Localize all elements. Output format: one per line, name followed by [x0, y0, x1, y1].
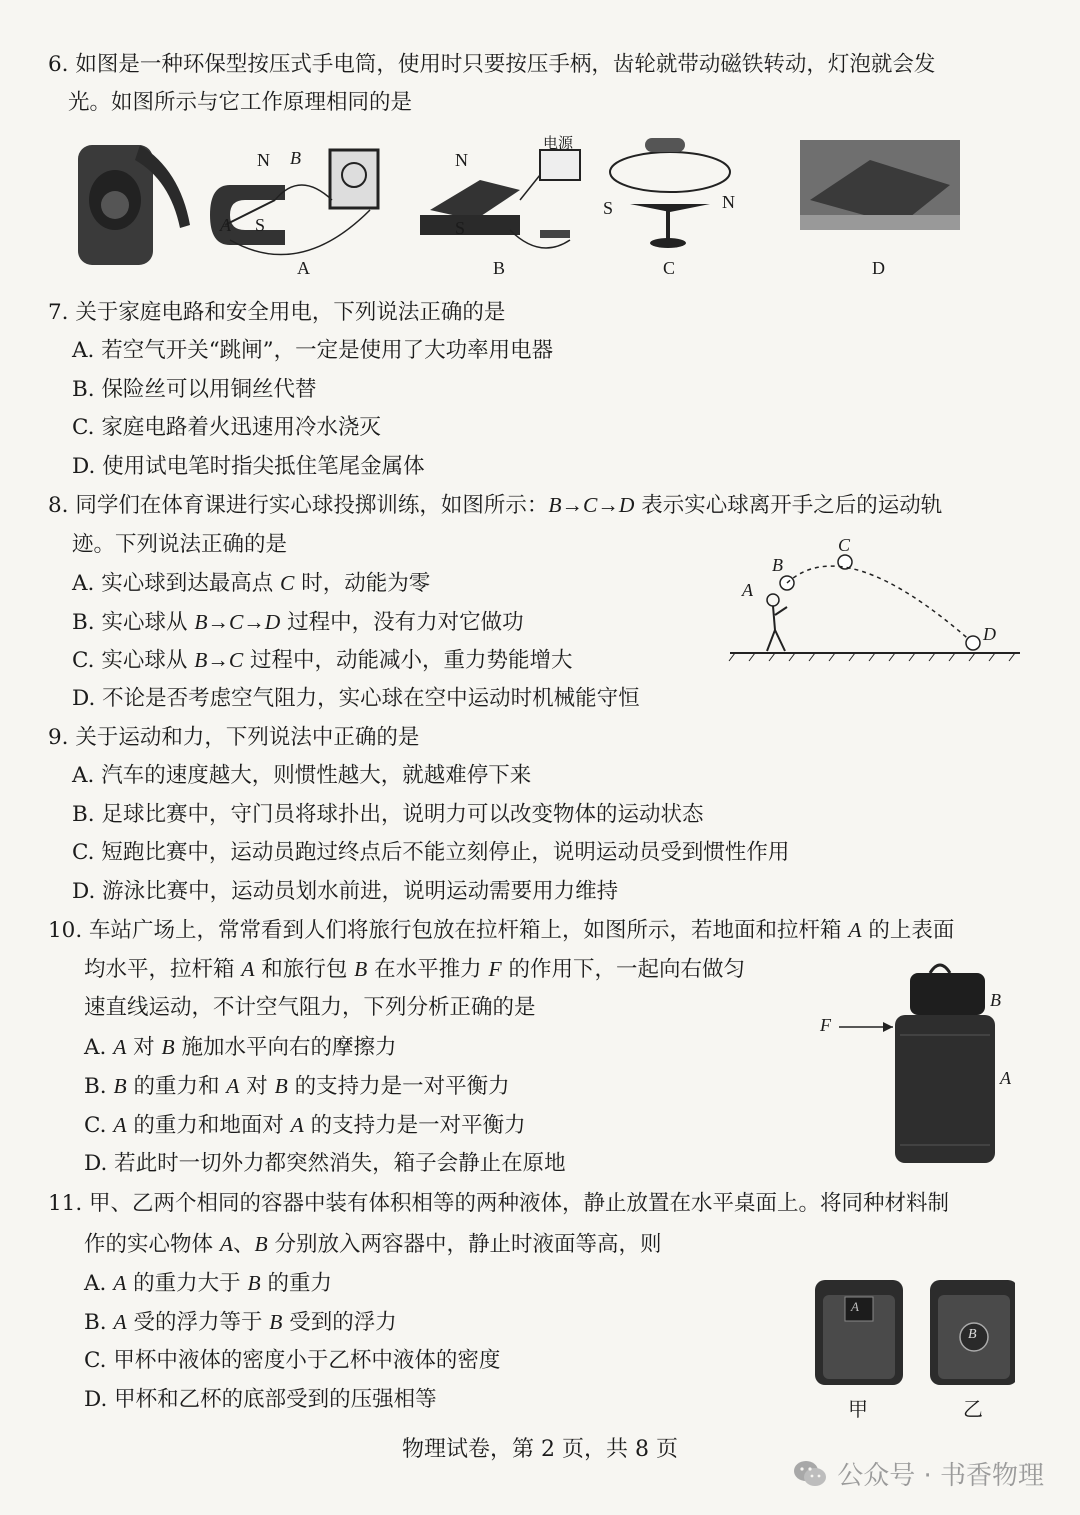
q11-containers-figure — [805, 1275, 1015, 1390]
q11-fig-yi-label: 乙 — [963, 1397, 983, 1421]
q11-fig-b-label: B — [968, 1327, 977, 1342]
fig-d-label: D — [872, 258, 885, 278]
q10-fig-f-label: F — [820, 1015, 831, 1035]
q6-stem-line-2: 光。如图所示与它工作原理相同的是 — [68, 90, 413, 115]
fig-c-label: C — [663, 258, 676, 278]
wechat-icon — [793, 1459, 827, 1489]
q8-option-d: D. 不论是否考虑空气阻力，实心球在空中运动时机械能守恒 — [72, 686, 640, 711]
q9-option-b: B. 足球比赛中，守门员将球扑出，说明力可以改变物体的运动状态 — [72, 802, 704, 827]
q9-option-c: C. 短跑比赛中，运动员跑过终点后不能立刻停止，说明运动员受到惯性作用 — [72, 840, 790, 865]
q8-option-b: B. 实心球从 B→C→D 过程中，没有力对它做功 — [72, 610, 524, 635]
watermark — [793, 1455, 1044, 1492]
q9-option-a: A. 汽车的速度越大，则惯性越大，就越难停下来 — [72, 763, 532, 788]
q10-option-b: B. B 的重力和 A 对 B 的支持力是一对平衡力 — [84, 1074, 510, 1099]
q11-stem-line-1: 11. 甲、乙两个相同的容器中装有体积相等的两种液体，静止放置在水平桌面上。将同种材料制 — [48, 1191, 950, 1216]
fig-a-label: A — [297, 258, 310, 278]
q10-stem-line-3: 速直线运动，不计空气阻力，下列分析正确的是 — [84, 995, 536, 1020]
q10-luggage-figure — [815, 955, 1025, 1170]
q6-figures — [70, 130, 970, 290]
q10-fig-b-label: B — [990, 990, 1001, 1010]
fig-b-label: B — [493, 258, 506, 278]
q8-stem-line-1: 8. 同学们在体育课进行实心球投掷训练，如图所示：B→C→D 表示实心球离开手之后的运动轨 — [48, 493, 943, 518]
q8-fig-d-label: D — [983, 624, 996, 644]
q8-option-c: C. 实心球从 B→C 过程中，动能减小，重力势能增大 — [72, 648, 573, 673]
fig-a-n-label: N — [257, 150, 270, 170]
q8-option-a: A. 实心球到达最高点 C 时，动能为零 — [72, 571, 431, 596]
fig-c-compass-diagram — [610, 138, 730, 248]
q10-option-a: A. A 对 B 施加水平向右的摩擦力 — [84, 1035, 397, 1060]
fig-b-source-label: 电源 — [543, 136, 574, 152]
fig-c-n-label: N — [722, 192, 735, 212]
fig-c-s-label: S — [603, 198, 614, 218]
q11-option-a: A. A 的重力大于 B 的重力 — [84, 1271, 332, 1296]
fig-b-s-label: S — [455, 218, 466, 238]
q11-fig-a-label: A — [851, 1299, 859, 1314]
q10-option-c: C. A 的重力和地面对 A 的支持力是一对平衡力 — [84, 1113, 526, 1138]
fig-a-s-label: S — [255, 215, 266, 235]
q9-option-d: D. 游泳比赛中，运动员划水前进，说明运动需要用力维持 — [72, 879, 619, 904]
fig-b-motor-diagram — [420, 150, 580, 248]
q8-trajectory-figure — [725, 535, 1025, 665]
q10-option-d: D. 若此时一切外力都突然消失，箱子会静止在原地 — [84, 1151, 566, 1176]
q8-fig-c-label: C — [838, 535, 851, 555]
q7-stem: 7. 关于家庭电路和安全用电，下列说法正确的是 — [48, 300, 506, 325]
q7-option-b: B. 保险丝可以用铜丝代替 — [72, 377, 317, 402]
fig-b-n-label: N — [455, 150, 468, 170]
q10-stem-line-2: 均水平，拉杆箱 A 和旅行包 B 在水平推力 F 的作用下，一起向右做匀 — [84, 957, 745, 982]
q11-option-b: B. A 受的浮力等于 B 受到的浮力 — [84, 1310, 397, 1335]
q7-option-a: A. 若空气开关“跳闸”，一定是使用了大功率用电器 — [72, 338, 554, 363]
watermark-text: 公众号 · 书香物理 — [837, 1461, 1044, 1491]
page-footer: 物理试卷，第 2 页，共 8 页 — [402, 1437, 678, 1462]
q8-fig-a-label: A — [742, 580, 753, 600]
q7-option-c: C. 家庭电路着火迅速用冷水浇灭 — [72, 415, 381, 440]
q11-stem-line-2: 作的实心物体 A、B 分别放入两容器中，静止时液面等高，则 — [84, 1232, 662, 1257]
q6-stem-line-1: 6. 如图是一种环保型按压式手电筒，使用时只要按压手柄，齿轮就带动磁铁转动，灯泡就会发 — [48, 52, 936, 77]
q7-option-d: D. 使用试电笔时指尖抵住笔尾金属体 — [72, 454, 425, 479]
fig-a-a-label: A — [220, 215, 231, 235]
q10-fig-a-label: A — [1000, 1068, 1011, 1088]
q9-stem: 9. 关于运动和力，下列说法中正确的是 — [48, 725, 420, 750]
q8-stem-line-2: 迹。下列说法正确的是 — [72, 532, 288, 557]
q11-fig-jia-label: 甲 — [848, 1397, 868, 1421]
q10-stem-line-1: 10. 车站广场上，常常看到人们将旅行包放在拉杆箱上，如图所示，若地面和拉杆箱 A 的上表面 — [48, 918, 955, 943]
q11-option-c: C. 甲杯中液体的密度小于乙杯中液体的密度 — [84, 1348, 501, 1373]
fig-a-b-label: B — [290, 148, 301, 168]
fig-d-photo — [800, 140, 960, 230]
flashlight-image — [78, 145, 190, 265]
q8-fig-b-label: B — [772, 555, 783, 575]
q11-option-d: D. 甲杯和乙杯的底部受到的压强相等 — [84, 1387, 437, 1412]
